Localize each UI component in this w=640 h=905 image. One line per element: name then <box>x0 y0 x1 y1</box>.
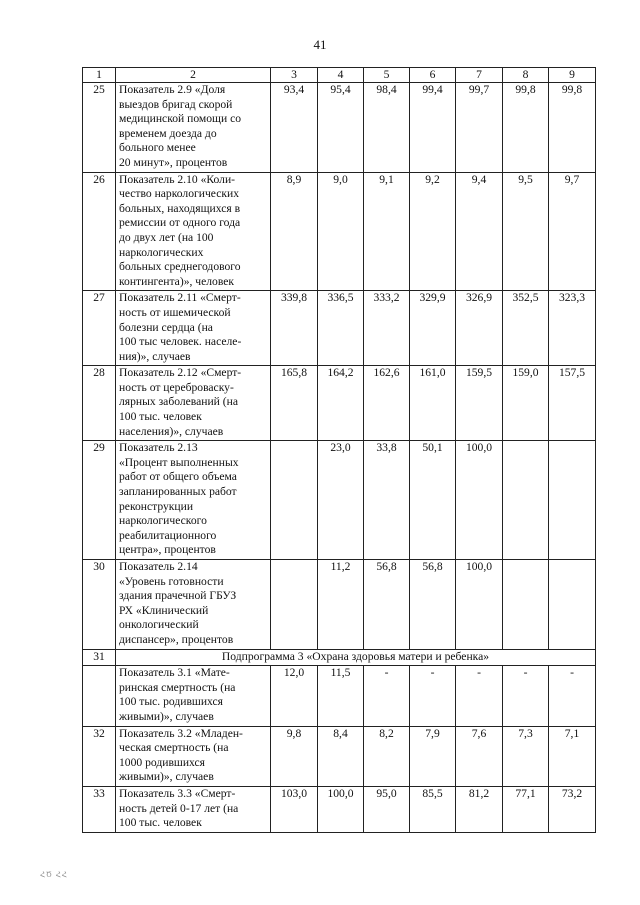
indicator-table <box>82 67 596 833</box>
indicator-description: Показатель 2.13 «Процент выполненных работ от общего объема запланированных работ реконструкции наркологического реабилитационного центра», процентов <box>116 441 271 560</box>
indicator-value: 56,8 <box>364 560 410 650</box>
table-row <box>83 291 596 366</box>
indicator-value <box>549 560 596 650</box>
indicator-value: - <box>503 666 549 726</box>
indicator-value: 9,2 <box>410 172 456 291</box>
indicator-value: 336,5 <box>318 291 364 366</box>
indicator-value <box>549 441 596 560</box>
indicator-value: 8,9 <box>271 172 318 291</box>
indicator-value: 9,1 <box>364 172 410 291</box>
table-row <box>83 560 596 650</box>
indicator-value: 159,5 <box>456 366 503 441</box>
indicator-value: 100,0 <box>456 441 503 560</box>
indicator-value: 93,4 <box>271 83 318 173</box>
indicator-value: 33,8 <box>364 441 410 560</box>
column-header: 3 <box>271 68 318 83</box>
column-header: 9 <box>549 68 596 83</box>
indicator-description: Показатель 3.1 «Мате- ринская смертность (на 100 тыс. родившихся живыми)», случаев <box>116 666 271 726</box>
indicator-description: Показатель 2.10 «Коли- чество наркологических больных, находящихся в ремиссии от одного года до двух лет (на 100 наркологических больных среднегодового контингента)», человек <box>116 172 271 291</box>
indicator-value: 56,8 <box>410 560 456 650</box>
indicator-description: Показатель 2.9 «Доля выездов бригад скорой медицинской помощи со временем доезда до больного менее 20 минут», процентов <box>116 83 271 173</box>
indicator-value: 339,8 <box>271 291 318 366</box>
indicator-value: 9,0 <box>318 172 364 291</box>
row-number: 27 <box>83 291 116 366</box>
indicator-value: - <box>549 666 596 726</box>
table-header-row <box>83 68 596 83</box>
indicator-value: 7,6 <box>456 726 503 786</box>
indicator-value: 23,0 <box>318 441 364 560</box>
row-number: 32 <box>83 726 116 786</box>
indicator-description: Показатель 3.3 «Смерт- ность детей 0-17 лет (на 100 тыс. человек <box>116 786 271 832</box>
indicator-description: Показатель 2.12 «Смерт- ность от цереброваску- лярных заболеваний (на 100 тыс. человек населения)», случаев <box>116 366 271 441</box>
table-row <box>83 666 596 726</box>
row-number: 29 <box>83 441 116 560</box>
section-title: Подпрограмма 3 «Охрана здоровья матери и ребенка» <box>116 649 596 666</box>
indicator-value: 161,0 <box>410 366 456 441</box>
indicator-value: 9,8 <box>271 726 318 786</box>
indicator-value: 8,2 <box>364 726 410 786</box>
indicator-value: 165,8 <box>271 366 318 441</box>
row-number: 25 <box>83 83 116 173</box>
indicator-value: 7,1 <box>549 726 596 786</box>
column-header: 7 <box>456 68 503 83</box>
table-body <box>83 68 596 833</box>
row-number: 31 <box>83 649 116 666</box>
indicator-value: 103,0 <box>271 786 318 832</box>
indicator-description: Показатель 2.11 «Смерт- ность от ишемической болезни сердца (на 100 тыс человек. населе- ния)», случаев <box>116 291 271 366</box>
row-number: 33 <box>83 786 116 832</box>
indicator-value <box>271 560 318 650</box>
indicator-value <box>271 441 318 560</box>
indicator-value: 95,4 <box>318 83 364 173</box>
table-row <box>83 83 596 173</box>
table-row <box>83 786 596 832</box>
indicator-value: 73,2 <box>549 786 596 832</box>
indicator-value: - <box>456 666 503 726</box>
row-number <box>83 666 116 726</box>
indicator-value: 9,7 <box>549 172 596 291</box>
indicator-value: 8,4 <box>318 726 364 786</box>
indicator-value: 323,3 <box>549 291 596 366</box>
table-row <box>83 441 596 560</box>
indicator-value: - <box>364 666 410 726</box>
indicator-value: 7,9 <box>410 726 456 786</box>
column-header: 1 <box>83 68 116 83</box>
indicator-value: 99,8 <box>503 83 549 173</box>
table-row <box>83 726 596 786</box>
indicator-value: 333,2 <box>364 291 410 366</box>
indicator-value: 352,5 <box>503 291 549 366</box>
row-number: 28 <box>83 366 116 441</box>
page-number: 41 <box>313 37 327 52</box>
indicator-value: 157,5 <box>549 366 596 441</box>
indicator-value: 77,1 <box>503 786 549 832</box>
indicator-value: 100,0 <box>456 560 503 650</box>
indicator-value: 9,4 <box>456 172 503 291</box>
column-header: 4 <box>318 68 364 83</box>
row-number: 26 <box>83 172 116 291</box>
indicator-value <box>503 441 549 560</box>
indicator-value: 95,0 <box>364 786 410 832</box>
indicator-value: 7,3 <box>503 726 549 786</box>
indicator-value <box>503 560 549 650</box>
indicator-value: 159,0 <box>503 366 549 441</box>
column-header: 6 <box>410 68 456 83</box>
indicator-value: 326,9 <box>456 291 503 366</box>
indicator-value: 99,7 <box>456 83 503 173</box>
indicator-value: 9,5 <box>503 172 549 291</box>
indicator-value: 11,5 <box>318 666 364 726</box>
table-row <box>83 366 596 441</box>
row-number: 30 <box>83 560 116 650</box>
indicator-value: 12,0 <box>271 666 318 726</box>
indicator-value: 85,5 <box>410 786 456 832</box>
column-header: 2 <box>116 68 271 83</box>
indicator-description: Показатель 3.2 «Младен- ческая смертность (на 1000 родившихся живыми)», случаев <box>116 726 271 786</box>
table-row <box>83 172 596 291</box>
column-header: 8 <box>503 68 549 83</box>
indicator-description: Показатель 2.14 «Уровень готовности здания прачечной ГБУЗ РХ «Клинический онкологический диспансер», процентов <box>116 560 271 650</box>
indicator-value: 81,2 <box>456 786 503 832</box>
indicator-value: 11,2 <box>318 560 364 650</box>
section-row <box>83 649 596 666</box>
footer-mark: ՀԾ ՀՀ <box>40 871 68 879</box>
indicator-value: 98,4 <box>364 83 410 173</box>
indicator-value: 164,2 <box>318 366 364 441</box>
indicator-value: 50,1 <box>410 441 456 560</box>
indicator-value: 99,4 <box>410 83 456 173</box>
indicator-value: 99,8 <box>549 83 596 173</box>
indicator-value: 100,0 <box>318 786 364 832</box>
indicator-value: 329,9 <box>410 291 456 366</box>
indicator-value: 162,6 <box>364 366 410 441</box>
indicator-value: - <box>410 666 456 726</box>
column-header: 5 <box>364 68 410 83</box>
